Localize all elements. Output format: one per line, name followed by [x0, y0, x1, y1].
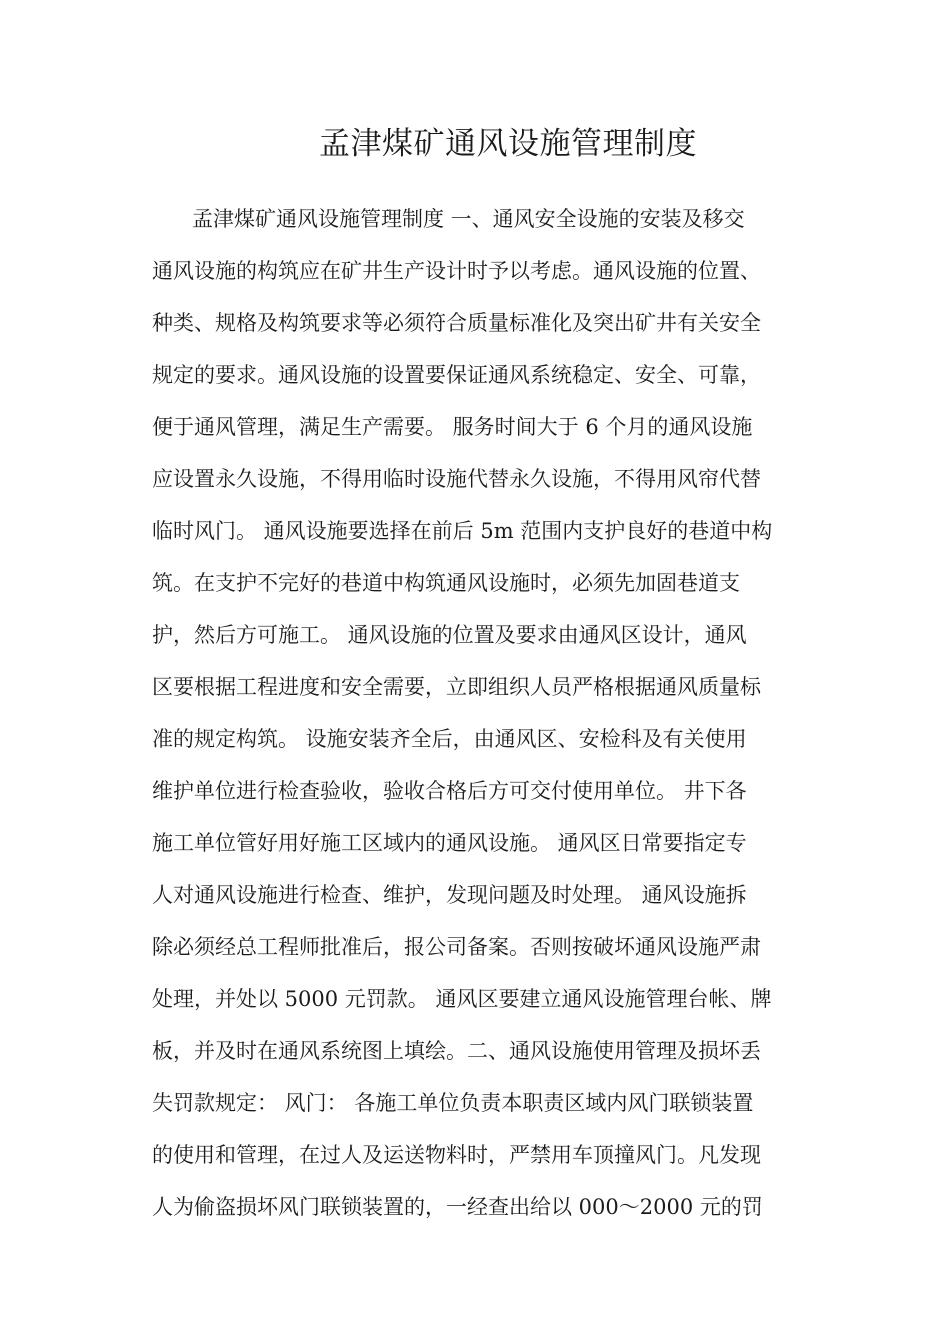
body-line: 孟津煤矿通风设施管理制度 一、通风安全设施的安装及移交 [192, 207, 745, 231]
body-line: 应设置永久设施，不得用临时设施代替永久设施，不得用风帘代替 [152, 467, 761, 491]
document-title: 孟津煤矿通风设施管理制度 [319, 126, 697, 162]
body-line: 处理，并处以 5000 元罚款。 通风区要建立通风设施管理台帐、牌 [152, 987, 772, 1011]
body-line: 除必须经总工程师批准后，报公司备案。否则按破坏通风设施严肃 [152, 935, 761, 959]
body-line: 人为偷盗损坏风门联锁装置的，一经查出给以 000～2000 元的罚 [152, 1195, 763, 1219]
body-line: 通风设施的构筑应在矿井生产设计时予以考虑。通风设施的位置、 [152, 259, 761, 283]
body-line: 规定的要求。通风设施的设置要保证通风系统稳定、安全、可靠， [152, 363, 761, 387]
body-line: 的使用和管理，在过人及运送物料时，严禁用车顶撞风门。凡发现 [152, 1143, 761, 1167]
body-line: 筑。在支护不完好的巷道中构筑通风设施时，必须先加固巷道支 [152, 571, 740, 595]
body-line: 施工单位管好用好施工区域内的通风设施。 通风区日常要指定专 [152, 831, 747, 855]
body-line: 临时风门。 通风设施要选择在前后 5m 范围内支护良好的巷道中构 [152, 519, 773, 543]
body-line: 便于通风管理，满足生产需要。 服务时间大于 6 个月的通风设施 [152, 415, 753, 439]
body-line: 人对通风设施进行检查、维护，发现问题及时处理。 通风设施拆 [152, 883, 747, 907]
body-line: 失罚款规定： 风门： 各施工单位负责本职责区域内风门联锁装置 [152, 1091, 754, 1115]
body-line: 准的规定构筑。 设施安装齐全后，由通风区、安检科及有关使用 [152, 727, 747, 751]
body-line: 区要根据工程进度和安全需要，立即组织人员严格根据通风质量标 [152, 675, 761, 699]
body-line: 种类、规格及构筑要求等必须符合质量标准化及突出矿井有关安全 [152, 311, 761, 335]
body-line: 护，然后方可施工。 通风设施的位置及要求由通风区设计，通风 [152, 623, 747, 647]
body-line: 板，并及时在通风系统图上填绘。二、通风设施使用管理及损坏丢 [152, 1039, 761, 1063]
body-line: 维护单位进行检查验收，验收合格后方可交付使用单位。 井下各 [152, 779, 747, 803]
